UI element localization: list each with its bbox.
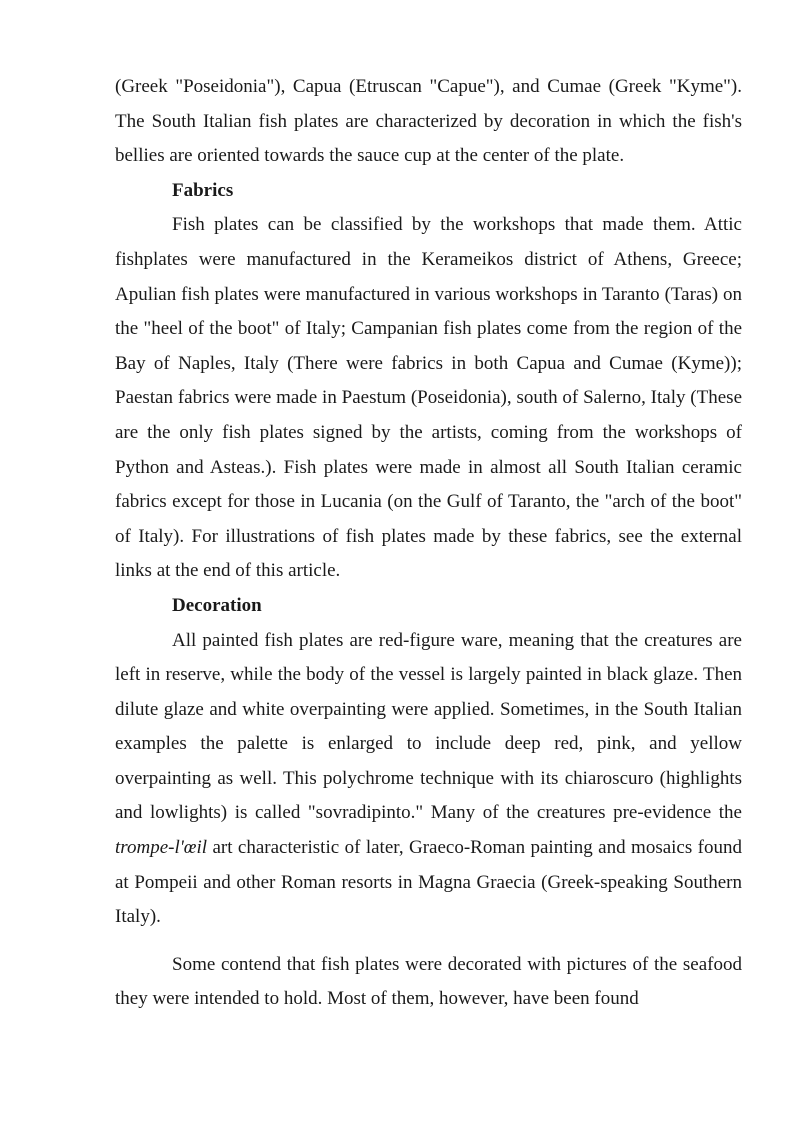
section-heading-fabrics: Fabrics (172, 179, 234, 201)
decoration-italic-term: trompe-l'œil (115, 837, 208, 859)
fabrics-paragraph: Fish plates can be classified by the workshops that made them. Attic fishplates were manufactured in the Kerameikos district of Athens, Greece; Apulian fish plates were manufactured in various workshops in Taranto (Taras) on the "heel of the boot" of Italy; Campanian fish plates come from the region of the Bay of Naples, Italy (There were fabrics in both Capua and Cumae (Kyme)); Paestan fabrics were made in Paestum (Poseidonia), south of Salerno, Italy (These are the only fish plates signed by the artists, coming from the workshops of Python and Asteas.). Fish plates were made in almost all South Italian ceramic fabrics except for those in Lucania (on the Gulf of Taranto, the "arch of the boot" of Italy). For illustrations of fish plates made by these fabrics, see the external links at the end of this article. (115, 214, 742, 582)
section-heading-decoration: Decoration (172, 594, 262, 616)
document-page (115, 70, 742, 1017)
decoration-text-part-1: All painted fish plates are red-figure ware, meaning that the creatures are left in reserve, while the body of the vessel is largely painted in black glaze. Then dilute glaze and white overpainting were applied. Sometimes, in the South Italian examples the palette is enlarged to include deep red, pink, and yellow overpainting as well. This polychrome technique with its chiaroscuro (highlights and lowlights) is called "sovradipinto." Many of the creatures pre-evidence the (115, 629, 742, 824)
closing-paragraph: Some contend that fish plates were decorated with pictures of the seafood they were intended to hold. Most of them, however, have been found (115, 953, 742, 1010)
intro-paragraph: (Greek "Poseidonia"), Capua (Etruscan "Capue"), and Cumae (Greek "Kyme"). The South Italian fish plates are characterized by decoration in which the fish's bellies are oriented towards the sauce cup at the center of the plate. (115, 76, 742, 167)
decoration-paragraph (115, 624, 742, 935)
decoration-text-part-2: art characteristic of later, Graeco-Roman painting and mosaics found at Pompeii and other Roman resorts in Magna Graecia (Greek-speaking Southern Italy). (115, 837, 742, 928)
paragraph-spacer (115, 935, 742, 948)
